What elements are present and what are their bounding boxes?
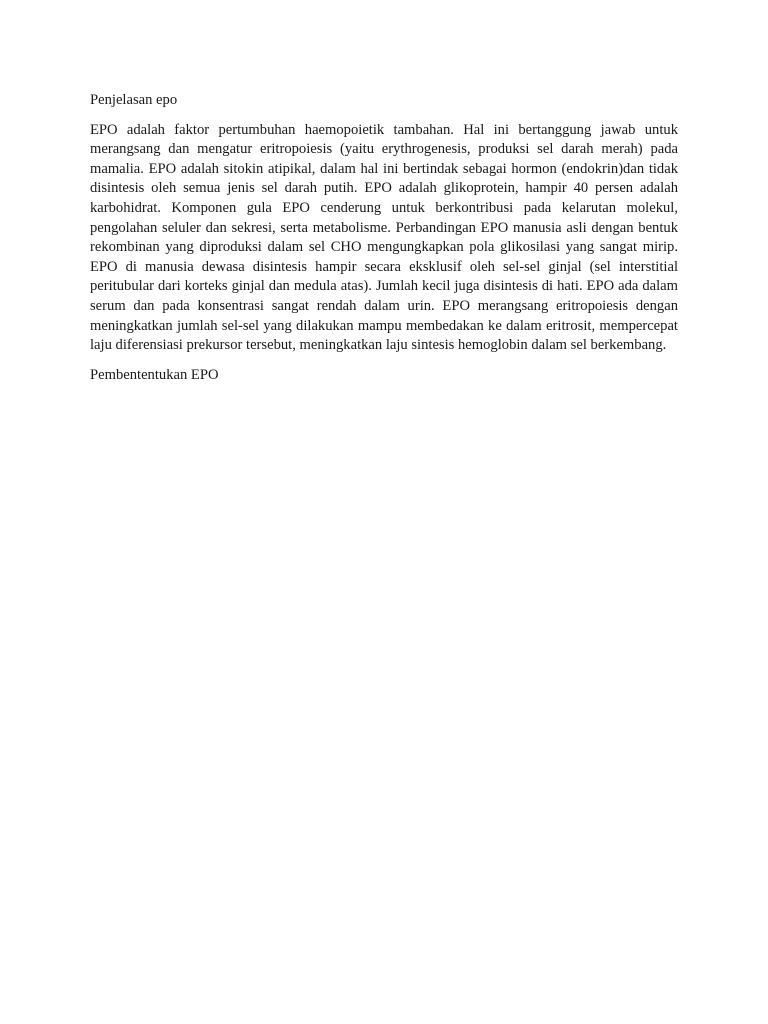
body-paragraph: EPO adalah faktor pertumbuhan haemopoietik tambahan. Hal ini bertanggung jawab untuk merangsang dan mengatur eritropoiesis (yaitu erythrogenesis, produksi sel darah merah) pada mamalia. EPO adalah sitokin atipikal, dalam hal ini bertindak sebagai hormon (endokrin)dan tidak disintesis oleh semua jenis sel darah putih. EPO adalah glikoprotein, hampir 40 persen adalah karbohidrat. Komponen gula EPO cenderung untuk berkontribusi pada kelarutan molekul, pengolahan seluler dan sekresi, serta metabolisme. Perbandingan EPO manusia asli dengan bentuk rekombinan yang diproduksi dalam sel CHO mengungkapkan pola glikosilasi yang sangat mirip. EPO di manusia dewasa disintesis hampir secara eksklusif oleh sel-sel ginjal (sel interstitial peritubular dari korteks ginjal dan medula atas). Jumlah kecil juga disintesis di hati. EPO ada dalam serum dan pada konsentrasi sangat rendah dalam urin. EPO merangsang eritropoiesis dengan meningkatkan jumlah sel-sel yang dilakukan mampu membedakan ke dalam eritrosit, mempercepat laju diferensiasi prekursor tersebut, meningkatkan laju sintesis hemoglobin dalam sel berkembang.: [90, 121, 678, 354]
section-heading-pembentukan: Pembententukan EPO: [90, 366, 219, 383]
section-heading-penjelasan: Penjelasan epo: [90, 92, 178, 108]
